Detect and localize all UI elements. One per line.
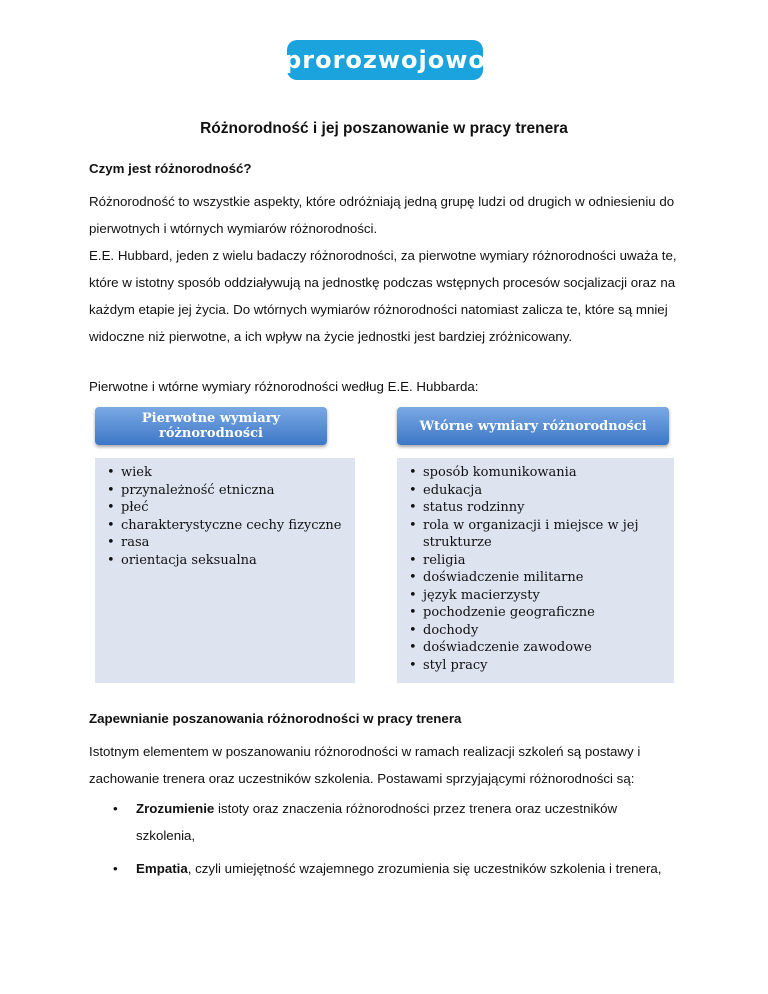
list-item: • status rodzinny — [423, 499, 664, 517]
bullet-text: , czyli umiejętność wzajemnego zrozumienia się uczestników szkolenia i trenera, — [187, 861, 662, 876]
document-title: Różnorodność i jej poszanowanie w pracy trenera — [200, 120, 568, 137]
list-item: • przynależność etniczna — [121, 482, 345, 500]
section1-paragraph-3: Pierwotne i wtórne wymiary różnorodności według E.E. Hubbarda: — [89, 379, 479, 394]
list-item: • doświadczenie militarne — [423, 569, 664, 587]
list-item: • orientacja seksualna — [121, 552, 345, 570]
list-item: • charakterystyczne cechy fizyczne — [121, 517, 345, 535]
list-item: • rola w organizacji i miejsce w jej strukturze — [423, 517, 664, 552]
bullet-understanding: • Zrozumienie istoty oraz znaczenia różnorodności przez trenera oraz uczestników szkolenia, — [113, 801, 618, 843]
section2-heading: Zapewnianie poszanowania różnorodności w pracy trenera — [89, 711, 462, 726]
list-item: • rasa — [121, 534, 345, 552]
bullet-text: istoty oraz znaczenia różnorodności przez trenera oraz uczestników szkolenia, — [136, 801, 618, 843]
list-item: • styl pracy — [423, 657, 664, 675]
secondary-dimensions-box — [397, 458, 674, 683]
bullet-empathy: • Empatia, czyli umiejętność wzajemnego zrozumienia się uczestników szkolenia i trenera, — [113, 861, 662, 876]
list-item: • sposób komunikowania — [423, 464, 664, 482]
section2-paragraph-1: Istotnym elementem w poszanowaniu różnorodności w ramach realizacji szkoleń są postawy i zachowanie trenera oraz uczestników szkolenia. Postawami sprzyjającymi różnorodności są: — [89, 744, 641, 786]
list-item: • religia — [423, 552, 664, 570]
brand-logo: prorozwojowo — [287, 40, 483, 80]
bullet-term: Zrozumienie — [136, 801, 215, 816]
secondary-dimensions-header: Wtórne wymiary różnorodności — [397, 407, 669, 445]
bullet-term: Empatia — [136, 861, 188, 876]
section1-paragraph-2: E.E. Hubbard, jeden z wielu badaczy różnorodności, za pierwotne wymiary różnorodności uważa te, które w istotny sposób oddziaływują na jednostkę podczas wstępnych procesów socjalizacji oraz na każdym etapie jej życia. Do wtórnych wymiarów różnorodności natomiast zalicza te, które są mniej widoczne niż pierwotne, a ich wpływ na życie jednostki jest bardziej zróżnicowany. — [89, 248, 677, 344]
list-item: • doświadczenie zawodowe — [423, 639, 664, 657]
list-item: • płeć — [121, 499, 345, 517]
list-item: • język macierzysty — [423, 587, 664, 605]
primary-dimensions-box — [95, 458, 355, 683]
list-item: • edukacja — [423, 482, 664, 500]
primary-dimensions-list — [105, 464, 345, 569]
list-item: • wiek — [121, 464, 345, 482]
section1-paragraph-1: Różnorodność to wszystkie aspekty, które odróżniają jedną grupę ludzi od drugich w odniesieniu do pierwotnych i wtórnych wymiarów różnorodności. — [89, 194, 675, 236]
primary-dimensions-header: Pierwotne wymiary różnorodności — [95, 407, 327, 445]
section1-heading: Czym jest różnorodność? — [89, 161, 252, 176]
list-item: • pochodzenie geograficzne — [423, 604, 664, 622]
list-item: • dochody — [423, 622, 664, 640]
secondary-dimensions-list — [407, 464, 664, 674]
